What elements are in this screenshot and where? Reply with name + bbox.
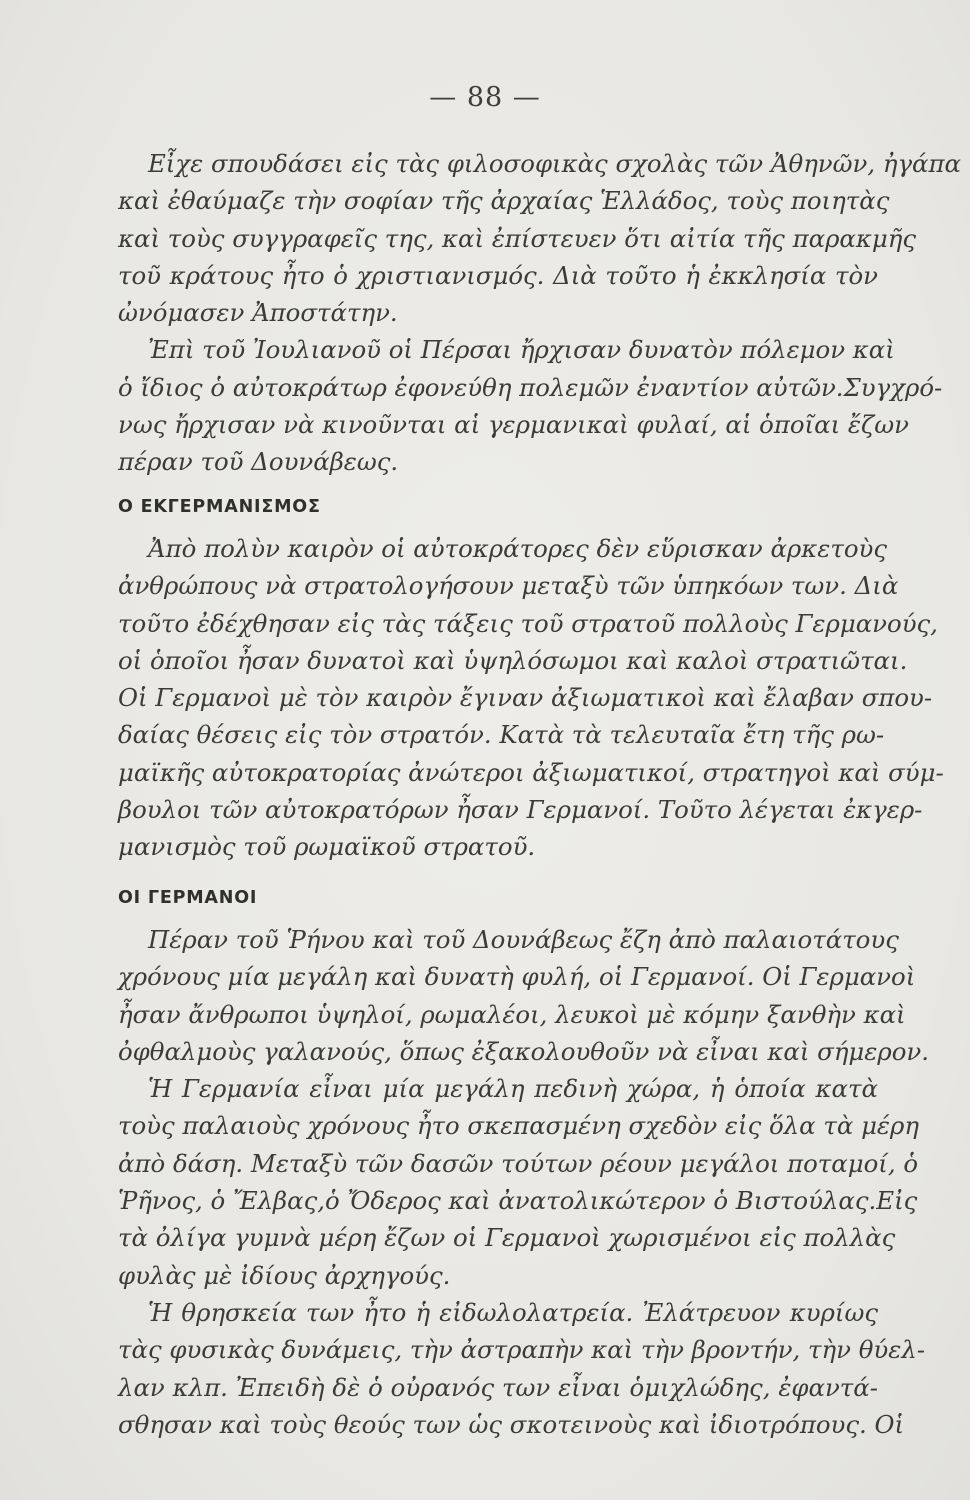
text-line: βουλοι τῶν αὐτοκρατόρων ἦσαν Γερμανοί. Τοῦτο λέγεται ἐκγερ- <box>118 795 923 825</box>
text-line: Ῥῆνος, ὁ Ἔλβας,ὁ Ὄδερος καὶ ἀνατολικώτερον ὁ Βιστούλας.Εἰς <box>118 1186 918 1216</box>
text-line: ὠνόμασεν Ἀποστάτην. <box>118 298 398 328</box>
section-heading-germanoi: ΟΙ ΓΕΡΜΑΝΟΙ <box>118 888 258 908</box>
text-line: Πέραν τοῦ Ῥήνου καὶ τοῦ Δουνάβεως ἔζη ἀπὸ παλαιοτάτους <box>148 925 899 954</box>
text-line: Ἡ Γερμανία εἶναι μία μεγάλη πεδινὴ χώρα, ἡ ὁποία κατὰ <box>148 1074 878 1104</box>
page-number: — 88 — <box>429 82 541 113</box>
text-line: φυλὰς μὲ ἰδίους ἀρχηγούς. <box>118 1260 451 1290</box>
text-line: ἦσαν ἄνθρωποι ὑψηλοί, ρωμαλέοι, λευκοὶ μὲ κόμην ξανθὴν καὶ <box>118 999 906 1029</box>
text-line: οἱ ὁποῖοι ἦσαν δυνατοὶ καὶ ὑψηλόσωμοι καὶ καλοὶ στρατιῶται. <box>118 645 908 675</box>
text-line: καὶ τοὺς συγγραφεῖς της, καὶ ἐπίστευεν ὅτι αἰτία τῆς παρακμῆς <box>118 223 917 253</box>
text-line: τὰς φυσικὰς δυνάμεις, τὴν ἀστραπὴν καὶ τὴν βροντήν, τὴν θύελ- <box>118 1335 926 1365</box>
text-line: ὀφθαλμοὺς γαλανούς, ὅπως ἐξακολουθοῦν νὰ εἶναι καὶ σήμερον. <box>118 1036 929 1066</box>
text-line: Οἱ Γερμανοὶ μὲ τὸν καιρὸν ἔγιναν ἀξιωματικοὶ καὶ ἔλαβαν σπου- <box>118 683 933 713</box>
text-line: νως ἤρχισαν νὰ κινοῦνται αἱ γερμανικαὶ φυλαί, αἱ ὁποῖαι ἔζων <box>118 410 909 440</box>
text-line: Εἶχε σπουδάσει εἰς τὰς φιλοσοφικὰς σχολὰς τῶν Ἀθηνῶν, ἠγάπα <box>148 149 962 178</box>
text-line: καὶ ἐθαύμαζε τὴν σοφίαν τῆς ἀρχαίας Ἑλλάδος, τοὺς ποιητὰς <box>118 186 890 216</box>
text-line: μανισμὸς τοῦ ρωμαϊκοῦ στρατοῦ. <box>118 832 536 862</box>
text-line: ἀνθρώπους νὰ στρατολογήσουν μεταξὺ τῶν ὑπηκόων των. Διὰ <box>118 571 899 601</box>
text-line: λαν κλπ. Ἐπειδὴ δὲ ὁ οὐρανός των εἶναι ὁμιχλώδης, ἐφαντά- <box>118 1372 878 1402</box>
text-line: πέραν τοῦ Δουνάβεως. <box>118 447 399 477</box>
intro-paragraphs <box>118 145 962 481</box>
ekgermanismos-paragraph <box>118 530 944 866</box>
text-line: Ἡ θρησκεία των ἦτο ἡ εἰδωλολατρεία. Ἐλάτρευον κυρίως <box>148 1297 878 1327</box>
section-heading-ekgermanismos: Ο ΕΚΓΕΡΜΑΝΙΣΜΟΣ <box>118 497 321 517</box>
germanoi-paragraphs <box>118 921 929 1443</box>
text-line: ὁ ἴδιος ὁ αὐτοκράτωρ ἐφονεύθη πολεμῶν ἐναντίον αὐτῶν.Συγχρό- <box>118 372 943 402</box>
text-line: Ἀπὸ πολὺν καιρὸν οἱ αὐτοκράτορες δὲν εὕρισκαν ἀρκετοὺς <box>148 534 888 563</box>
text-line: χρόνους μία μεγάλη καὶ δυνατὴ φυλή, οἱ Γερμανοί. Οἱ Γερμανοὶ <box>118 962 916 992</box>
text-line: ἀπὸ δάση. Μεταξὺ τῶν δασῶν τούτων ρέουν μεγάλοι ποταμοί, ὁ <box>118 1148 919 1178</box>
text-line: τὰ ὀλίγα γυμνὰ μέρη ἔζων οἱ Γερμανοὶ χωρισμένοι εἰς πολλὰς <box>118 1223 896 1253</box>
text-line: σθησαν καὶ τοὺς θεούς των ὡς σκοτεινοὺς καὶ ἰδιοτρόπους. Οἱ <box>118 1409 905 1439</box>
text-line: μαϊκῆς αὐτοκρατορίας ἀνώτεροι ἀξιωματικοί, στρατηγοὶ καὶ σύμ- <box>118 757 944 787</box>
text-line: τοῦτο ἐδέχθησαν εἰς τὰς τάξεις τοῦ στρατοῦ πολλοὺς Γερμανούς, <box>118 608 938 638</box>
text-line: Ἐπὶ τοῦ Ἰουλιανοῦ οἱ Πέρσαι ἤρχισαν δυνατὸν πόλεμον καὶ <box>148 335 895 365</box>
text-line: δαίας θέσεις εἰς τὸν στρατόν. Κατὰ τὰ τελευταῖα ἔτη τῆς ρω- <box>118 720 885 750</box>
text-line: τοὺς παλαιοὺς χρόνους ἦτο σκεπασμένη σχεδὸν εἰς ὅλα τὰ μέρη <box>118 1111 919 1141</box>
text-line: τοῦ κράτους ἦτο ὁ χριστιανισμός. Διὰ τοῦτο ἡ ἐκκλησία τὸν <box>118 260 878 290</box>
